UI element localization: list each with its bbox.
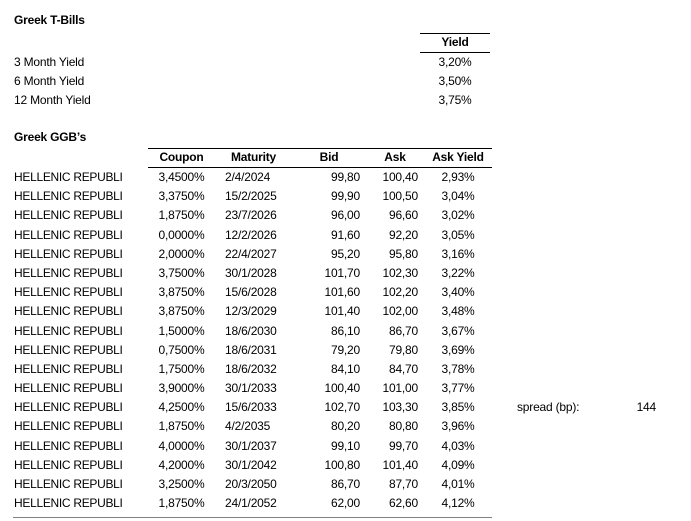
- table-row: [14, 417, 492, 436]
- maturity-cell: 30/1/2037: [225, 438, 277, 453]
- ask-yield-cell: 3,48%: [441, 304, 475, 319]
- ask-yield-cell: 4,01%: [441, 477, 475, 491]
- maturity-cell: 15/6/2028: [225, 285, 277, 300]
- table-row: [14, 168, 492, 187]
- ggb-section-title: Greek GGB’s: [14, 130, 87, 144]
- bond-name-cell: HELLENIC REPUBLI: [14, 400, 123, 415]
- coupon-cell: 3,4500%: [158, 170, 205, 184]
- bond-name-cell: HELLENIC REPUBLI: [14, 419, 123, 434]
- coupon-cell: 4,2500%: [158, 400, 205, 415]
- table-row: [14, 322, 492, 341]
- bond-name-cell: HELLENIC REPUBLI: [14, 265, 123, 280]
- table-row: [14, 475, 492, 494]
- bid-cell: 80,20: [330, 419, 360, 434]
- tbill-tenor-label: 3 Month Yield: [14, 55, 85, 69]
- ask-yield-cell: 4,03%: [441, 438, 475, 453]
- table-row: [14, 245, 492, 264]
- column-header-ask-yield: Ask Yield: [432, 150, 484, 164]
- ask-cell: 101,00: [382, 381, 418, 396]
- bid-cell: 95,20: [330, 246, 360, 261]
- maturity-cell: 2/4/2024: [225, 170, 271, 184]
- ggb-table-body: [14, 168, 492, 513]
- ask-cell: 102,30: [382, 265, 418, 280]
- bid-cell: 102,70: [324, 400, 360, 415]
- ask-cell: 79,80: [388, 342, 418, 357]
- bond-name-cell: HELLENIC REPUBLI: [14, 170, 123, 184]
- spread-value: 144: [636, 400, 656, 414]
- maturity-cell: 18/6/2031: [225, 342, 277, 357]
- bond-name-cell: HELLENIC REPUBLI: [14, 438, 123, 453]
- bond-name-cell: HELLENIC REPUBLI: [14, 342, 123, 357]
- bid-cell: 79,20: [330, 342, 360, 357]
- table-row: [14, 187, 492, 206]
- coupon-cell: 1,5000%: [158, 323, 205, 338]
- bond-name-cell: HELLENIC REPUBLI: [14, 189, 123, 204]
- ask-cell: 99,70: [388, 438, 418, 453]
- tbill-row: [14, 72, 490, 91]
- ggb-table-header: [148, 148, 492, 168]
- coupon-cell: 0,7500%: [158, 342, 205, 357]
- bid-cell: 100,80: [324, 457, 360, 472]
- bond-name-cell: HELLENIC REPUBLI: [14, 381, 123, 396]
- ask-yield-cell: 2,93%: [441, 170, 475, 184]
- tbills-rows: [14, 53, 490, 111]
- ask-yield-cell: 3,78%: [441, 361, 475, 376]
- table-row: [14, 302, 492, 321]
- table-row: [14, 206, 492, 225]
- maturity-cell: 18/6/2032: [225, 361, 277, 376]
- ask-cell: 102,00: [382, 304, 418, 319]
- ask-cell: 103,30: [382, 400, 418, 415]
- tbill-yield-value: 3,50%: [438, 74, 472, 89]
- ask-cell: 80,80: [388, 419, 418, 434]
- coupon-cell: 1,7500%: [158, 361, 205, 376]
- ask-yield-cell: 4,12%: [441, 496, 475, 511]
- ask-yield-cell: 3,22%: [441, 265, 475, 280]
- bond-name-cell: HELLENIC REPUBLI: [14, 361, 123, 376]
- ask-yield-cell: 3,85%: [441, 400, 475, 415]
- bid-cell: 99,10: [330, 438, 360, 453]
- bond-name-cell: HELLENIC REPUBLI: [14, 457, 123, 472]
- table-row: [14, 456, 492, 475]
- ask-cell: 86,70: [388, 323, 418, 338]
- table-row: [14, 226, 492, 245]
- tbill-yield-value: 3,75%: [438, 93, 472, 108]
- ask-yield-cell: 3,40%: [441, 285, 475, 300]
- coupon-cell: 3,9000%: [158, 381, 205, 396]
- maturity-cell: 12/2/2026: [225, 227, 277, 242]
- tbill-tenor-label: 6 Month Yield: [14, 74, 85, 89]
- table-bottom-border: [13, 517, 492, 518]
- table-row: [14, 283, 492, 302]
- ask-cell: 100,50: [382, 189, 418, 204]
- bid-cell: 101,60: [324, 285, 360, 300]
- bond-name-cell: HELLENIC REPUBLI: [14, 246, 123, 261]
- bid-cell: 84,10: [330, 361, 360, 376]
- table-row: [14, 360, 492, 379]
- ask-cell: 101,40: [382, 457, 418, 472]
- ask-cell: 102,20: [382, 285, 418, 300]
- bid-cell: 62,00: [330, 496, 360, 511]
- ask-yield-cell: 4,09%: [441, 457, 475, 472]
- ask-yield-cell: 3,16%: [441, 246, 475, 261]
- coupon-cell: 4,0000%: [158, 438, 205, 453]
- ask-yield-cell: 3,69%: [441, 342, 475, 357]
- column-header-maturity: Maturity: [230, 150, 277, 164]
- bid-cell: 101,40: [324, 304, 360, 319]
- ask-cell: 62,60: [388, 496, 418, 511]
- coupon-cell: 0,0000%: [158, 227, 205, 242]
- table-row: [14, 264, 492, 283]
- coupon-cell: 3,8750%: [158, 304, 205, 319]
- ask-cell: 84,70: [388, 361, 418, 376]
- bid-cell: 101,70: [324, 265, 360, 280]
- bid-cell: 99,90: [330, 189, 360, 204]
- tbills-yield-column-header: Yield: [420, 33, 490, 53]
- ask-yield-cell: 3,02%: [441, 208, 475, 223]
- coupon-cell: 2,0000%: [158, 246, 205, 261]
- ask-cell: 95,80: [388, 246, 418, 261]
- ask-yield-cell: 3,67%: [441, 323, 475, 338]
- column-header-coupon: Coupon: [159, 150, 204, 164]
- bid-cell: 86,10: [330, 323, 360, 338]
- table-row: [14, 437, 492, 456]
- ask-yield-cell: 3,04%: [441, 189, 475, 204]
- coupon-cell: 3,7500%: [158, 265, 205, 280]
- maturity-cell: 20/3/2050: [225, 477, 277, 491]
- maturity-cell: 23/7/2026: [225, 208, 277, 223]
- ask-cell: 100,40: [382, 170, 418, 184]
- ask-yield-cell: 3,96%: [441, 419, 475, 434]
- table-row: [14, 494, 492, 513]
- coupon-cell: 4,2000%: [158, 457, 205, 472]
- maturity-cell: 12/3/2029: [225, 304, 277, 319]
- column-header-bid: Bid: [319, 150, 339, 164]
- tbill-tenor-label: 12 Month Yield: [14, 93, 91, 108]
- bid-cell: 100,40: [324, 381, 360, 396]
- bond-name-cell: HELLENIC REPUBLI: [14, 496, 123, 511]
- tbill-row: [14, 53, 490, 72]
- bond-name-cell: HELLENIC REPUBLI: [14, 208, 123, 223]
- ask-cell: 96,60: [388, 208, 418, 223]
- table-row: [14, 379, 492, 398]
- maturity-cell: 24/1/2052: [225, 496, 277, 511]
- maturity-cell: 4/2/2035: [225, 419, 271, 434]
- table-row: [14, 398, 492, 417]
- coupon-cell: 3,3750%: [158, 189, 205, 204]
- coupon-cell: 1,8750%: [158, 419, 205, 434]
- bond-name-cell: HELLENIC REPUBLI: [14, 323, 123, 338]
- tbill-row: [14, 91, 490, 110]
- maturity-cell: 18/6/2030: [225, 323, 277, 338]
- spread-label: spread (bp):: [517, 400, 580, 414]
- maturity-cell: 30/1/2042: [225, 457, 277, 472]
- coupon-cell: 3,2500%: [158, 477, 205, 491]
- bid-cell: 96,00: [330, 208, 360, 223]
- maturity-cell: 15/6/2033: [225, 400, 277, 415]
- maturity-cell: 22/4/2027: [225, 246, 277, 261]
- bond-name-cell: HELLENIC REPUBLI: [14, 477, 123, 491]
- maturity-cell: 15/2/2025: [225, 189, 277, 204]
- coupon-cell: 1,8750%: [158, 496, 205, 511]
- ask-cell: 87,70: [388, 477, 418, 491]
- column-header-ask: Ask: [384, 150, 406, 164]
- tbills-section-title: Greek T-Bills: [14, 13, 85, 27]
- bid-cell: 86,70: [330, 477, 360, 491]
- bond-name-cell: HELLENIC REPUBLI: [14, 304, 123, 319]
- ask-yield-cell: 3,05%: [441, 227, 475, 242]
- ask-yield-cell: 3,77%: [441, 381, 475, 396]
- coupon-cell: 1,8750%: [158, 208, 205, 223]
- ask-cell: 92,20: [388, 227, 418, 242]
- bid-cell: 99,80: [330, 170, 360, 184]
- bond-name-cell: HELLENIC REPUBLI: [14, 285, 123, 300]
- bond-name-cell: HELLENIC REPUBLI: [14, 227, 123, 242]
- coupon-cell: 3,8750%: [158, 285, 205, 300]
- table-row: [14, 341, 492, 360]
- maturity-cell: 30/1/2028: [225, 265, 277, 280]
- bid-cell: 91,60: [330, 227, 360, 242]
- tbill-yield-value: 3,20%: [438, 55, 472, 69]
- maturity-cell: 30/1/2033: [225, 381, 277, 396]
